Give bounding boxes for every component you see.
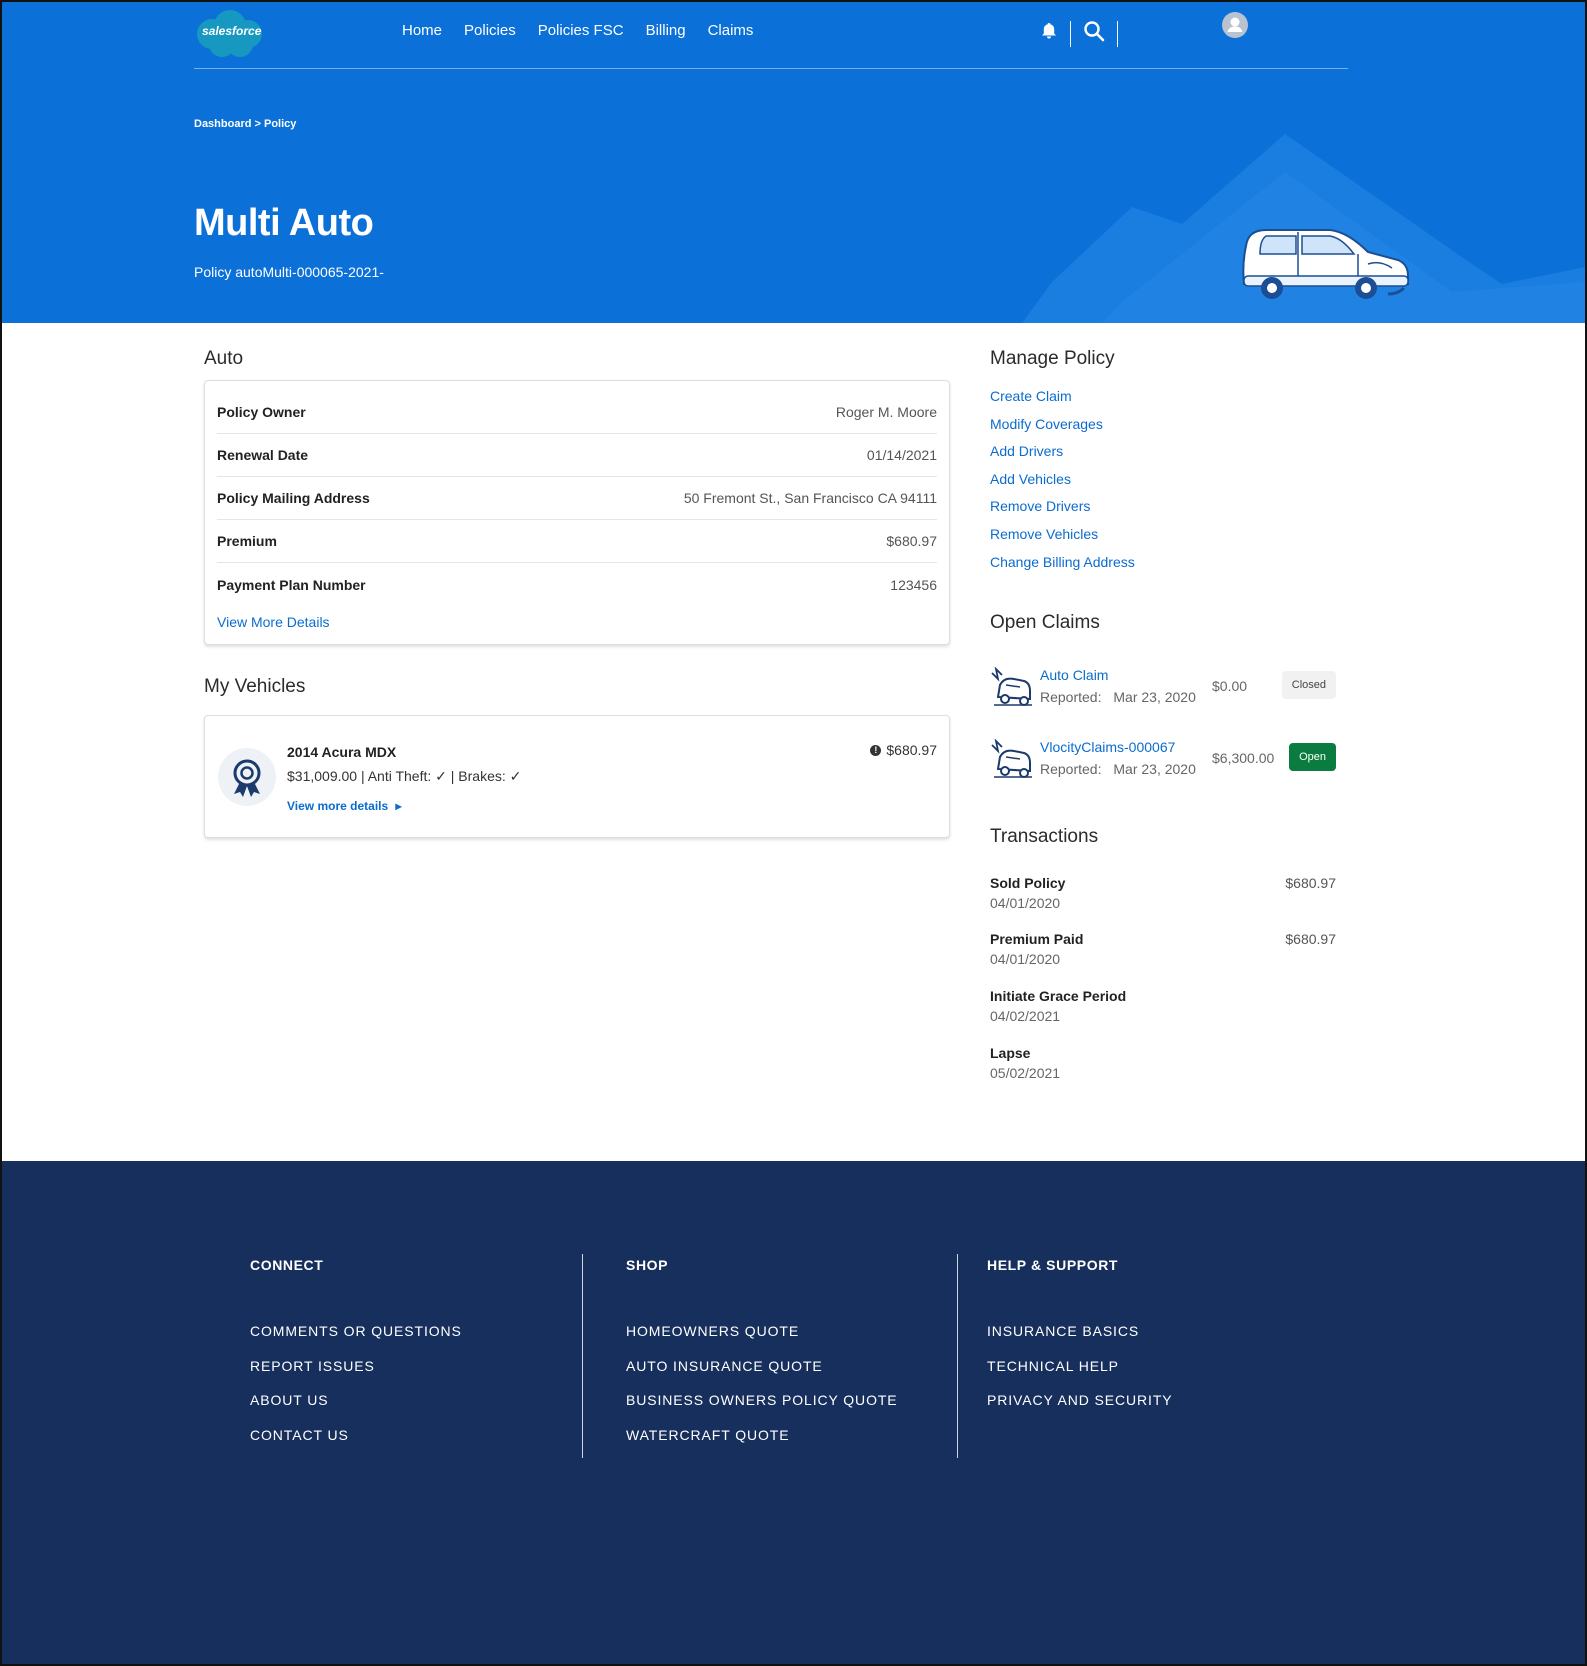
logo-text: salesforce — [202, 24, 262, 38]
transaction-date: 04/02/2021 — [990, 1008, 1061, 1024]
transaction-label: Lapse — [990, 1045, 1031, 1061]
vehicle-badge — [218, 748, 276, 806]
bell-icon[interactable] — [1040, 22, 1058, 45]
footer-link[interactable]: AUTO INSURANCE QUOTE — [626, 1357, 823, 1374]
add-drivers-link[interactable]: Add Drivers — [990, 443, 1064, 460]
claim-item — [990, 739, 1336, 787]
remove-drivers-link[interactable]: Remove Drivers — [990, 498, 1091, 515]
transaction-amount: $680.97 — [1285, 931, 1336, 947]
claim-reported-label: Reported: — [1040, 689, 1102, 705]
breadcrumb[interactable]: Dashboard > Policy — [194, 118, 297, 130]
footer-connect-heading: CONNECT — [250, 1257, 324, 1273]
vehicle-premium — [870, 742, 937, 758]
status-badge: Open — [1289, 743, 1336, 771]
transactions-heading: Transactions — [990, 826, 1099, 847]
footer-link[interactable]: INSURANCE BASICS — [987, 1323, 1140, 1339]
claim-reported — [1040, 689, 1196, 705]
claim-amount: $0.00 — [1212, 678, 1248, 694]
policy-details-card — [204, 380, 950, 645]
footer-shop-column — [626, 1257, 898, 1461]
divider — [1070, 21, 1071, 47]
van-illustration — [1238, 224, 1414, 306]
open-claims-heading: Open Claims — [990, 612, 1100, 633]
detail-value: 123456 — [890, 576, 937, 593]
manage-policy-heading: Manage Policy — [990, 348, 1115, 369]
transaction-amount: $680.97 — [1285, 875, 1336, 891]
car-crash-icon — [990, 739, 1034, 779]
claim-amount: $6,300.00 — [1212, 750, 1275, 766]
detail-label: Payment Plan Number — [217, 576, 366, 593]
footer-divider — [582, 1254, 583, 1458]
car-crash-icon — [990, 667, 1034, 707]
detail-value: 01/14/2021 — [866, 447, 937, 463]
modify-coverages-link[interactable]: Modify Coverages — [990, 415, 1103, 432]
user-avatar-icon[interactable] — [1222, 12, 1248, 38]
vehicle-info: $31,009.00 | Anti Theft: ✓ | Brakes: ✓ — [287, 768, 522, 784]
detail-label: Premium — [217, 533, 277, 549]
vehicle-view-more-link[interactable] — [287, 799, 402, 813]
divider — [1117, 21, 1118, 47]
footer-link[interactable]: ABOUT US — [250, 1392, 329, 1409]
salesforce-logo[interactable] — [192, 8, 268, 60]
transaction-label: Sold Policy — [990, 875, 1066, 891]
manage-policy-links — [990, 388, 1135, 581]
detail-row — [217, 520, 937, 563]
transaction-label: Initiate Grace Period — [990, 988, 1127, 1004]
remove-vehicles-link[interactable]: Remove Vehicles — [990, 525, 1099, 542]
claim-name-link[interactable]: VlocityClaims-000067 — [1040, 739, 1176, 755]
claim-reported-label: Reported: — [1040, 761, 1102, 777]
footer-link[interactable]: WATERCRAFT QUOTE — [626, 1426, 790, 1443]
footer-link[interactable]: PRIVACY AND SECURITY — [987, 1392, 1173, 1409]
claim-date: Mar 23, 2020 — [1113, 689, 1196, 705]
footer-link[interactable]: TECHNICAL HELP — [987, 1357, 1119, 1374]
footer-connect-column — [250, 1257, 462, 1461]
nav-policies-fsc[interactable]: Policies FSC — [537, 22, 624, 39]
header-actions — [1040, 20, 1130, 47]
transaction-date: 04/01/2020 — [990, 951, 1061, 967]
transaction-item — [990, 1045, 1336, 1081]
create-claim-link[interactable]: Create Claim — [990, 388, 1072, 404]
search-icon[interactable] — [1083, 20, 1105, 47]
top-nav — [402, 22, 753, 39]
nav-home[interactable]: Home — [402, 22, 443, 39]
footer-help-heading: HELP & SUPPORT — [987, 1257, 1119, 1273]
add-vehicles-link[interactable]: Add Vehicles — [990, 470, 1071, 487]
transaction-item — [990, 988, 1336, 1024]
change-billing-address-link[interactable]: Change Billing Address — [990, 553, 1135, 570]
award-ribbon-icon — [218, 748, 276, 806]
footer-link[interactable]: COMMENTS OR QUESTIONS — [250, 1323, 462, 1339]
footer-divider — [957, 1254, 958, 1458]
footer-help-column — [987, 1257, 1173, 1427]
detail-value: 50 Fremont St., San Francisco CA 94111 — [683, 490, 937, 506]
detail-label: Policy Mailing Address — [217, 490, 370, 506]
claim-reported — [1040, 761, 1196, 777]
status-badge: Closed — [1282, 671, 1336, 699]
claim-item — [990, 667, 1336, 715]
auto-heading: Auto — [204, 348, 244, 369]
footer-link[interactable]: BUSINESS OWNERS POLICY QUOTE — [626, 1392, 898, 1409]
footer-link[interactable]: CONTACT US — [250, 1426, 349, 1443]
caret-right-icon: ▸ — [395, 799, 402, 813]
detail-value: Roger M. Moore — [835, 404, 937, 420]
transaction-date: 05/02/2021 — [990, 1065, 1061, 1081]
transaction-label: Premium Paid — [990, 931, 1084, 947]
view-more-details-link[interactable]: View More Details — [217, 614, 330, 630]
detail-label: Policy Owner — [217, 404, 306, 420]
claim-date: Mar 23, 2020 — [1113, 761, 1196, 777]
detail-label: Renewal Date — [217, 447, 309, 463]
nav-policies[interactable]: Policies — [464, 22, 516, 39]
page-title: Multi Auto — [194, 202, 374, 244]
info-icon[interactable]: ! — [870, 745, 881, 756]
policy-number: Policy autoMulti-000065-2021- — [194, 264, 384, 280]
header-divider — [194, 68, 1348, 69]
vehicle-card — [204, 715, 950, 838]
nav-claims[interactable]: Claims — [707, 22, 754, 39]
detail-row — [217, 563, 937, 606]
detail-value: $680.97 — [886, 533, 937, 549]
claim-name-link[interactable]: Auto Claim — [1040, 667, 1109, 683]
transaction-item — [990, 875, 1336, 911]
footer-link[interactable]: REPORT ISSUES — [250, 1357, 375, 1374]
my-vehicles-heading: My Vehicles — [204, 676, 306, 697]
vehicle-price: $680.97 — [886, 742, 937, 758]
detail-row — [217, 434, 937, 477]
footer-link[interactable]: HOMEOWNERS QUOTE — [626, 1323, 800, 1339]
footer-shop-heading: SHOP — [626, 1257, 669, 1273]
detail-row — [217, 391, 937, 434]
transaction-date: 04/01/2020 — [990, 895, 1061, 911]
detail-row — [217, 477, 937, 520]
vehicle-view-more-label: View more details — [287, 799, 389, 813]
site-footer — [2, 1161, 1585, 1666]
hero-banner — [2, 2, 1585, 323]
vehicle-name: 2014 Acura MDX — [287, 744, 397, 760]
nav-billing[interactable]: Billing — [645, 22, 686, 39]
transaction-item — [990, 931, 1336, 967]
